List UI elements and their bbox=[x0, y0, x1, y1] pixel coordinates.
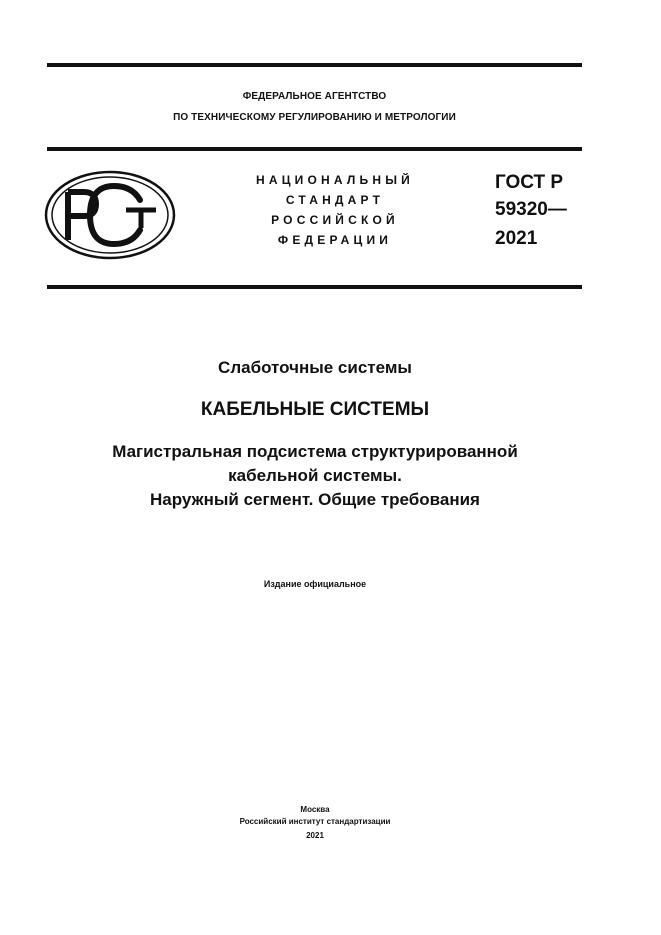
agency-name-line-1: ФЕДЕРАЛЬНОЕ АГЕНТСТВО bbox=[242, 91, 387, 102]
document-description-line-1: Магистральная подсистема структурированной bbox=[112, 442, 518, 461]
document-title: КАБЕЛЬНЫЕ СИСТЕМЫ bbox=[200, 399, 430, 420]
designation-line-2: 59320— bbox=[495, 199, 567, 220]
imprint-year: 2021 bbox=[306, 831, 324, 840]
document-description-line-3: Наружный сегмент. Общие требования bbox=[150, 490, 480, 509]
top-divider bbox=[47, 63, 582, 67]
document-subject: Слаботочные системы bbox=[218, 358, 412, 377]
imprint-publisher: Российский институт стандартизации bbox=[239, 817, 391, 826]
document-description-line-2: кабельной системы. bbox=[228, 466, 402, 485]
imprint-city: Москва bbox=[300, 805, 330, 814]
section-divider bbox=[47, 285, 582, 289]
agency-name-line-2: ПО ТЕХНИЧЕСКОМУ РЕГУЛИРОВАНИЮ И МЕТРОЛОГИИ bbox=[173, 112, 456, 123]
header-divider bbox=[47, 147, 582, 151]
standard-type-line-4: ФЕДЕРАЦИИ bbox=[277, 233, 393, 247]
rst-certification-mark-icon bbox=[44, 170, 176, 260]
designation-line-3: 2021 bbox=[495, 228, 538, 249]
standard-type-line-3: РОССИЙСКОЙ bbox=[271, 213, 399, 227]
standard-type-line-1: НАЦИОНАЛЬНЫЙ bbox=[255, 173, 415, 187]
designation-line-1: ГОСТ Р bbox=[495, 172, 564, 193]
edition-label: Издание официальное bbox=[263, 579, 367, 589]
standard-type-line-2: СТАНДАРТ bbox=[285, 193, 385, 207]
